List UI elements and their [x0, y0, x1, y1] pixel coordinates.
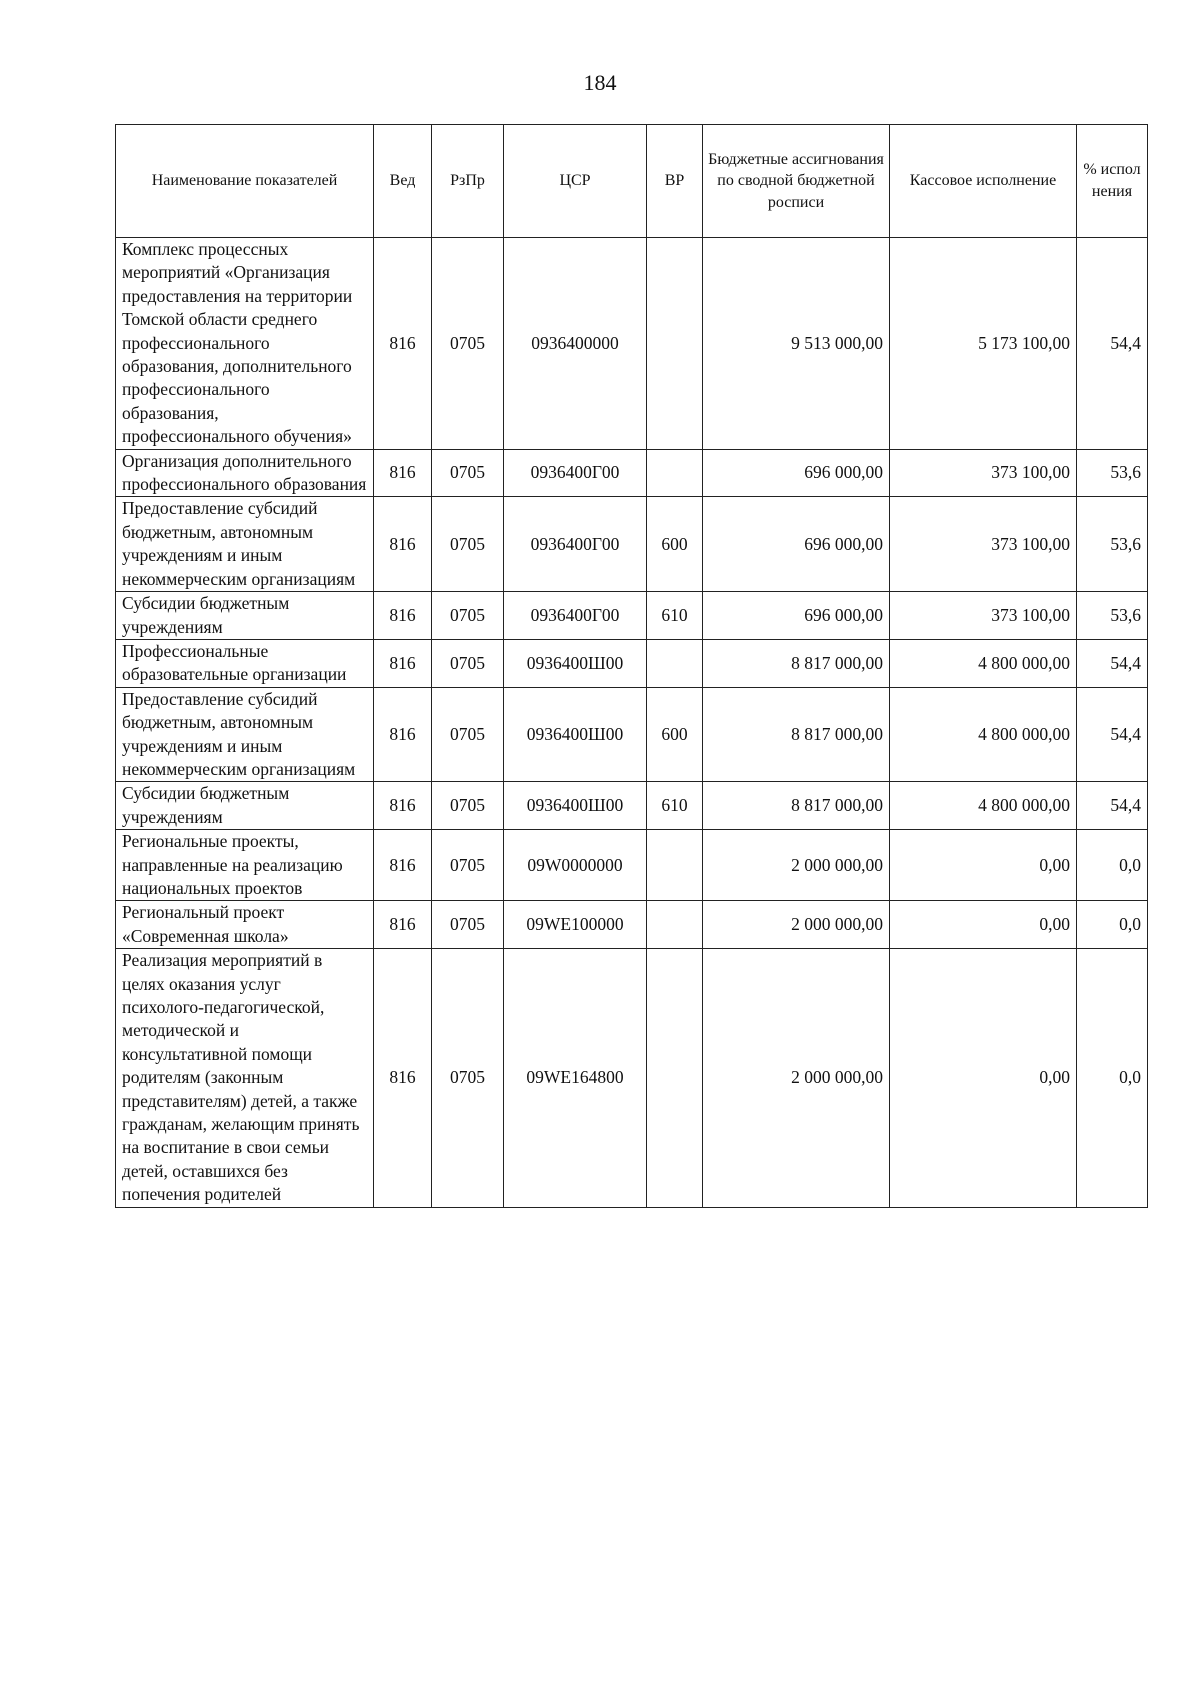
row-percent: 0,0: [1077, 949, 1148, 1207]
table-row: [116, 949, 1148, 1207]
row-ved: 816: [374, 949, 432, 1207]
row-name: Региональный проект «Современная школа»: [116, 901, 374, 949]
row-csr: 09W0000000: [504, 830, 647, 901]
row-percent: 54,4: [1077, 782, 1148, 830]
row-name: Комплекс процессных мероприятий «Организация предоставления на территории Томской области среднего профессионального образования, дополнительного профессионального образования, профессионального обучения»: [116, 238, 374, 450]
row-vr: [647, 949, 703, 1207]
header-percent: % испол нения: [1077, 125, 1148, 238]
row-allocation: 2 000 000,00: [703, 830, 890, 901]
header-vr: ВР: [647, 125, 703, 238]
row-name: Субсидии бюджетным учреждениям: [116, 782, 374, 830]
row-csr: 09WE164800: [504, 949, 647, 1207]
row-rzpr: 0705: [432, 830, 504, 901]
row-allocation: 8 817 000,00: [703, 687, 890, 782]
row-csr: 0936400000: [504, 238, 647, 450]
row-ved: 816: [374, 830, 432, 901]
row-name: Предоставление субсидий бюджетным, автономным учреждениям и иным некоммерческим организациям: [116, 687, 374, 782]
row-vr: [647, 830, 703, 901]
row-vr: 610: [647, 782, 703, 830]
row-ved: 816: [374, 639, 432, 687]
row-vr: [647, 901, 703, 949]
row-allocation: 2 000 000,00: [703, 901, 890, 949]
row-percent: 0,0: [1077, 901, 1148, 949]
row-allocation: 696 000,00: [703, 449, 890, 497]
row-csr: 0936400Ш00: [504, 782, 647, 830]
budget-execution-table: [115, 124, 1148, 1208]
row-ved: 816: [374, 901, 432, 949]
row-rzpr: 0705: [432, 782, 504, 830]
row-name: Профессиональные образовательные организации: [116, 639, 374, 687]
row-name: Реализация мероприятий в целях оказания услуг психолого-педагогической, методической и консультативной помощи родителям (законным представителям) детей, а также гражданам, желающим принять на воспитание в свои семьи детей, оставшихся без попечения родителей: [116, 949, 374, 1207]
row-allocation: 9 513 000,00: [703, 238, 890, 450]
row-name: Региональные проекты, направленные на реализацию национальных проектов: [116, 830, 374, 901]
row-ved: 816: [374, 782, 432, 830]
row-allocation: 8 817 000,00: [703, 639, 890, 687]
row-csr: 09WE100000: [504, 901, 647, 949]
row-vr: [647, 639, 703, 687]
row-vr: [647, 238, 703, 450]
row-name: Предоставление субсидий бюджетным, автономным учреждениям и иным некоммерческим организациям: [116, 497, 374, 592]
page-number: 184: [583, 70, 617, 95]
row-allocation: 2 000 000,00: [703, 949, 890, 1207]
row-percent: 54,4: [1077, 639, 1148, 687]
table-row: [116, 592, 1148, 640]
row-rzpr: 0705: [432, 449, 504, 497]
header-execution: Кассовое исполнение: [890, 125, 1077, 238]
table-row: [116, 830, 1148, 901]
table-row: [116, 497, 1148, 592]
header-name: Наименование показателей: [116, 125, 374, 238]
row-vr: [647, 449, 703, 497]
row-execution: 0,00: [890, 949, 1077, 1207]
row-percent: 53,6: [1077, 449, 1148, 497]
table-row: [116, 901, 1148, 949]
row-vr: 610: [647, 592, 703, 640]
row-csr: 0936400Ш00: [504, 687, 647, 782]
row-execution: 4 800 000,00: [890, 687, 1077, 782]
row-execution: 4 800 000,00: [890, 639, 1077, 687]
row-ved: 816: [374, 592, 432, 640]
header-allocation: Бюджетные ассигнования по сводной бюджетной росписи: [703, 125, 890, 238]
row-percent: 54,4: [1077, 687, 1148, 782]
row-execution: 5 173 100,00: [890, 238, 1077, 450]
row-percent: 0,0: [1077, 830, 1148, 901]
row-csr: 0936400Г00: [504, 449, 647, 497]
table-row: [116, 639, 1148, 687]
row-rzpr: 0705: [432, 497, 504, 592]
table-row: [116, 687, 1148, 782]
row-execution: 373 100,00: [890, 592, 1077, 640]
row-rzpr: 0705: [432, 238, 504, 450]
row-csr: 0936400Г00: [504, 497, 647, 592]
header-csr: ЦСР: [504, 125, 647, 238]
row-name: Организация дополнительного профессионального образования: [116, 449, 374, 497]
row-execution: 0,00: [890, 830, 1077, 901]
table-row: [116, 238, 1148, 450]
row-ved: 816: [374, 238, 432, 450]
row-percent: 53,6: [1077, 592, 1148, 640]
row-execution: 4 800 000,00: [890, 782, 1077, 830]
row-vr: 600: [647, 687, 703, 782]
row-ved: 816: [374, 449, 432, 497]
row-allocation: 696 000,00: [703, 592, 890, 640]
table-row: [116, 449, 1148, 497]
row-rzpr: 0705: [432, 687, 504, 782]
row-ved: 816: [374, 497, 432, 592]
row-csr: 0936400Г00: [504, 592, 647, 640]
row-rzpr: 0705: [432, 949, 504, 1207]
row-percent: 53,6: [1077, 497, 1148, 592]
row-vr: 600: [647, 497, 703, 592]
row-rzpr: 0705: [432, 592, 504, 640]
row-name: Субсидии бюджетным учреждениям: [116, 592, 374, 640]
row-percent: 54,4: [1077, 238, 1148, 450]
row-rzpr: 0705: [432, 639, 504, 687]
row-execution: 0,00: [890, 901, 1077, 949]
row-allocation: 8 817 000,00: [703, 782, 890, 830]
table-row: [116, 782, 1148, 830]
row-rzpr: 0705: [432, 901, 504, 949]
table-header-row: [116, 125, 1148, 238]
row-execution: 373 100,00: [890, 449, 1077, 497]
row-ved: 816: [374, 687, 432, 782]
row-allocation: 696 000,00: [703, 497, 890, 592]
header-rzpr: РзПр: [432, 125, 504, 238]
header-ved: Вед: [374, 125, 432, 238]
row-execution: 373 100,00: [890, 497, 1077, 592]
row-csr: 0936400Ш00: [504, 639, 647, 687]
